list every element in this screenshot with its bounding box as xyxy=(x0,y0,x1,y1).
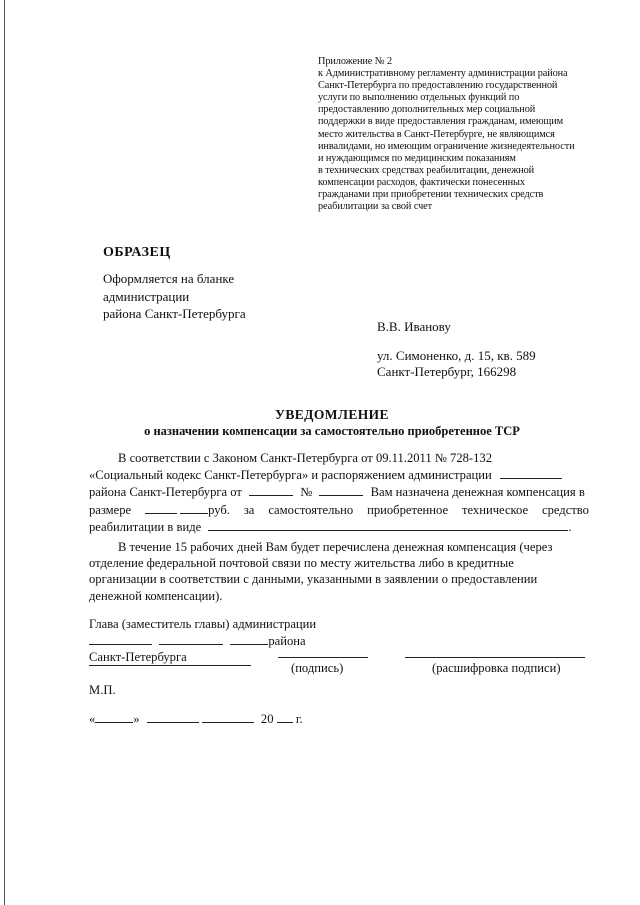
signature-label: (подпись) xyxy=(291,661,344,675)
letterhead-note xyxy=(103,270,246,323)
blank-field xyxy=(277,710,293,723)
letterhead-note-line: района Санкт-Петербурга xyxy=(103,306,246,321)
scan-edge-line xyxy=(4,0,5,905)
blank-field xyxy=(89,632,152,645)
body-word: руб. xyxy=(208,502,230,517)
blank-field xyxy=(147,710,199,723)
blank-field xyxy=(319,483,363,496)
recipient-name: В.В. Иванову xyxy=(377,319,451,334)
body-word: либо xyxy=(418,556,445,571)
body-word: Санкт-Петербурга xyxy=(260,451,358,465)
appendix-line: инвалидами, но имеющим ограничение жизнедеятельности xyxy=(318,140,575,152)
signatory-title: Глава (заместитель главы) администрации xyxy=(89,617,317,631)
body-line xyxy=(89,539,589,555)
appendix-line: гражданами при приобретении технических средств xyxy=(318,189,544,201)
signature-decode-line xyxy=(405,657,585,658)
body-word: размере xyxy=(89,502,132,517)
appendix-line: в технических средствах реабилитации, денежной xyxy=(318,164,535,176)
signatory-district-line xyxy=(89,632,599,649)
body-word: соответствии xyxy=(168,572,241,587)
body-word: приобретенное xyxy=(367,502,449,517)
signature-block xyxy=(89,616,599,666)
blank-field xyxy=(180,501,208,514)
body-text: района Санкт-Петербурга от xyxy=(89,485,242,500)
notice-title: УВЕДОМЛЕНИЕ xyxy=(275,407,389,422)
appendix-line: поддержки в виде предоставления гражданам, имеющим xyxy=(318,116,564,128)
signatory-city: Санкт-Петербурга xyxy=(89,649,251,666)
blank-field xyxy=(500,466,562,479)
blank-field xyxy=(208,518,568,531)
body-text: № xyxy=(300,485,313,500)
amount-group xyxy=(145,501,230,518)
blank-field xyxy=(145,501,177,514)
appendix-header xyxy=(318,56,608,213)
body-word: заявлении xyxy=(384,572,439,587)
date-year-suffix: г. xyxy=(295,712,303,726)
body-word: федеральной xyxy=(146,556,216,571)
body-word: в xyxy=(375,572,382,587)
appendix-line: компенсации расходов, фактически понесенных xyxy=(318,176,525,188)
blank-field xyxy=(159,632,223,645)
body-word: техническое xyxy=(462,502,529,517)
body-text: Вам назначена денежная компенсация в xyxy=(370,485,585,500)
body-word: за xyxy=(243,502,255,517)
date-year-prefix: 20 xyxy=(260,712,274,726)
appendix-line: услуги по выполнению отдельных функций по xyxy=(318,92,520,104)
body-word: по xyxy=(303,556,317,571)
notice-body xyxy=(89,450,589,604)
body-text: В течение 15 рабочих дней Вам будет перечислена денежная компенсация (через xyxy=(118,540,553,555)
body-word: почтовой xyxy=(219,556,269,571)
body-word: о xyxy=(441,572,448,587)
body-word: средство xyxy=(541,502,589,517)
date-open-quote: « xyxy=(89,712,96,726)
signature-line xyxy=(278,657,368,658)
body-word: месту xyxy=(320,556,352,571)
body-word: № xyxy=(434,451,447,465)
blank-field xyxy=(95,710,133,723)
body-line xyxy=(89,588,589,604)
body-line: реабилитации в виде . xyxy=(89,519,572,534)
body-word: отделение xyxy=(89,556,144,571)
date-line xyxy=(89,710,303,727)
appendix-line: реабилитации за свой счет xyxy=(318,201,433,213)
body-line xyxy=(89,571,589,587)
body-line xyxy=(89,483,589,500)
body-word: указанными xyxy=(306,572,372,587)
body-word: 09.11.2011 xyxy=(375,451,432,465)
recipient-address-line: Санкт-Петербург, 166298 xyxy=(377,364,517,379)
blank-field xyxy=(202,710,254,723)
body-text: «Социальный кодекс Санкт-Петербурга» и распоряжением администрации xyxy=(89,468,492,483)
appendix-line: предоставлению дополнительных мер социальной xyxy=(318,104,536,116)
body-word: с xyxy=(243,572,249,587)
body-word: данными, xyxy=(251,572,304,587)
body-line xyxy=(89,501,589,518)
appendix-line: место жительства в Санкт-Петербурге, не являющимся xyxy=(318,128,555,140)
stamp-place: М.П. xyxy=(89,683,116,697)
body-word: соответствии xyxy=(129,451,201,465)
body-word: В xyxy=(118,451,127,465)
blank-field xyxy=(230,632,268,645)
body-word: с xyxy=(203,451,210,465)
signatory-district: района xyxy=(268,634,306,648)
body-word: жительства xyxy=(354,556,416,571)
body-word: в xyxy=(447,556,454,571)
body-word: самостоятельно xyxy=(268,502,354,517)
body-word: Законом xyxy=(212,451,258,465)
body-text: реабилитации в виде xyxy=(89,519,202,534)
body-word: связи xyxy=(271,556,301,571)
notice-subtitle: о назначении компенсации за самостоятельно приобретенное ТСР xyxy=(144,424,520,438)
body-text: денежной компенсации). xyxy=(89,588,223,603)
body-word: кредитные xyxy=(456,556,514,571)
appendix-line: и нуждающимся по медицинским показаниям xyxy=(318,152,516,164)
letterhead-note-line: Оформляется на бланке xyxy=(103,271,235,286)
recipient-block xyxy=(377,319,536,380)
appendix-line: Приложение № 2 xyxy=(318,56,392,67)
body-word: в xyxy=(159,572,166,587)
body-word: 728-132 xyxy=(450,451,493,465)
blank-field xyxy=(249,483,293,496)
recipient-address-line: ул. Симоненко, д. 15, кв. 589 xyxy=(377,348,536,363)
body-line xyxy=(89,555,589,571)
body-line xyxy=(89,450,589,466)
sample-title: ОБРАЗЕЦ xyxy=(103,245,171,260)
appendix-line: Санкт-Петербурга по предоставлению государственной xyxy=(318,80,558,92)
signature-decode-label: (расшифровка подписи) xyxy=(432,661,561,675)
body-word: организации xyxy=(89,572,157,587)
body-line xyxy=(89,466,589,483)
body-word: предоставлении xyxy=(451,572,538,587)
body-word: от xyxy=(361,451,373,465)
date-close-quote: » xyxy=(133,712,140,726)
appendix-line: к Административному регламенту администрации района xyxy=(318,68,568,80)
letterhead-note-line: администрации xyxy=(103,288,190,304)
